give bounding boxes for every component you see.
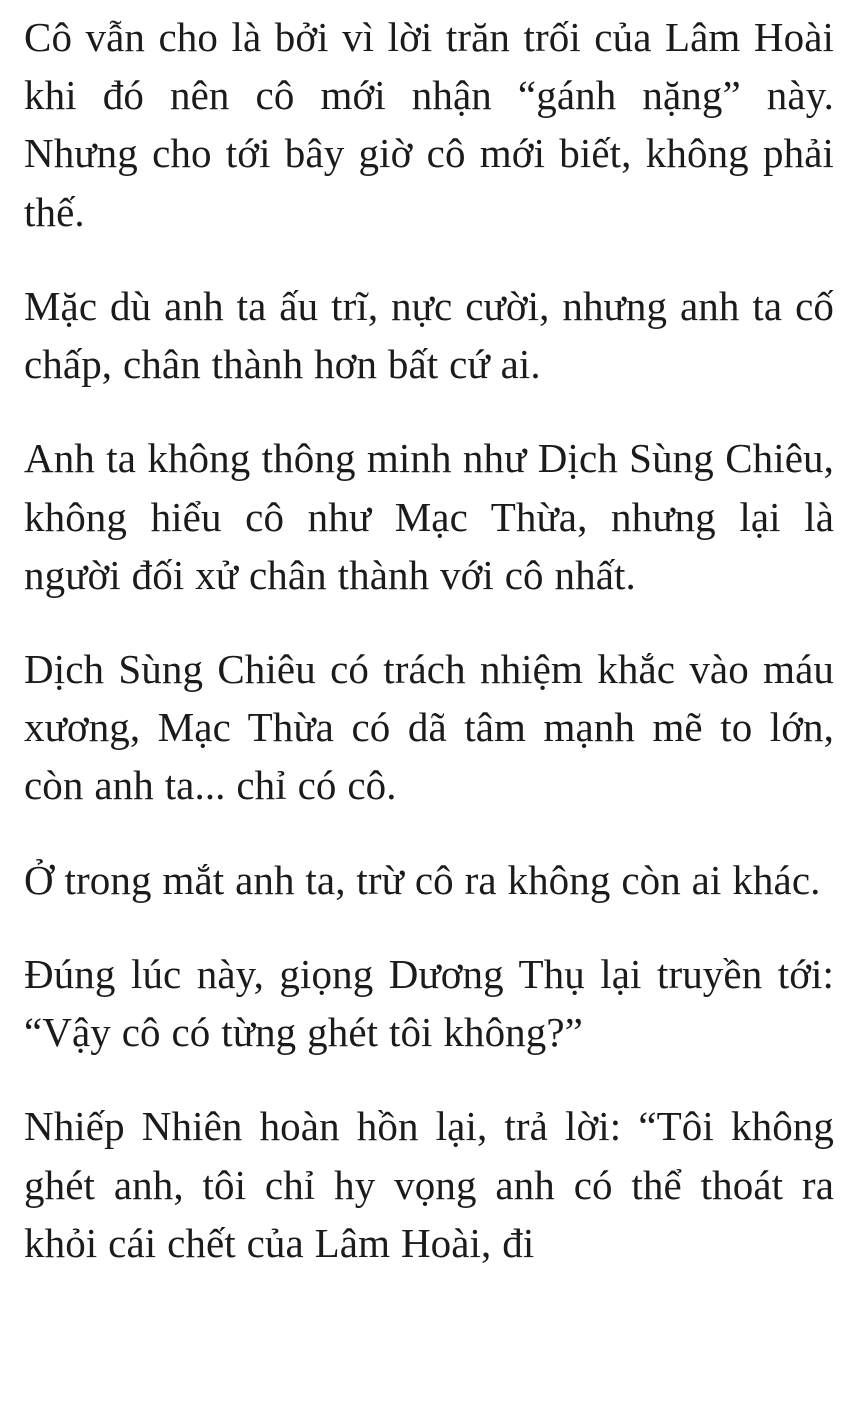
story-paragraph: Anh ta không thông minh như Dịch Sùng Chiêu, không hiểu cô như Mạc Thừa, nhưng lại là người đối xử chân thành với cô nhất. xyxy=(24,435,834,598)
story-paragraph: Đúng lúc này, giọng Dương Thụ lại truyền tới: “Vậy cô có từng ghét tôi không?” xyxy=(24,950,834,1056)
story-paragraph: Cô vẫn cho là bởi vì lời trăn trối của Lâm Hoài khi đó nên cô mới nhận “gánh nặng” này. Nhưng cho tới bây giờ cô mới biết, không phải thế. xyxy=(24,14,834,235)
story-paragraph: Dịch Sùng Chiêu có trách nhiệm khắc vào máu xương, Mạc Thừa có dã tâm mạnh mẽ to lớn, còn anh ta... chỉ có cô. xyxy=(24,645,834,809)
story-paragraph: Mặc dù anh ta ấu trĩ, nực cười, nhưng anh ta cố chấp, chân thành hơn bất cứ ai. xyxy=(24,282,834,388)
story-paragraph: Nhiếp Nhiên hoàn hồn lại, trả lời: “Tôi không ghét anh, tôi chỉ hy vọng anh có thể thoát ra khỏi cái chết của Lâm Hoài, đi xyxy=(24,1103,834,1266)
story-paragraph: Ở trong mắt anh ta, trừ cô ra không còn ai khác. xyxy=(24,856,821,903)
